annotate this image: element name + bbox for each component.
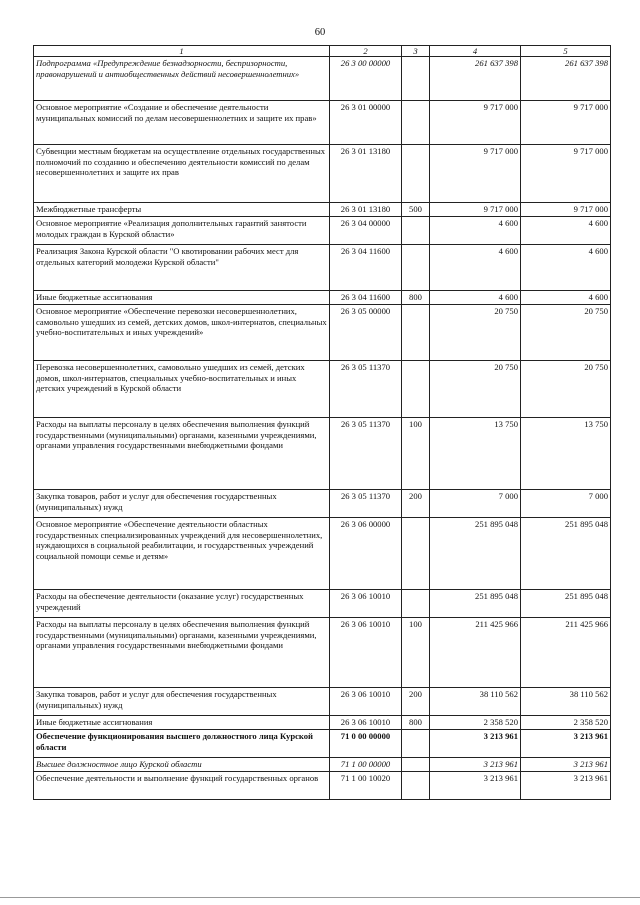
row-sum-2: 7 000 [521,490,611,518]
table-row [34,688,611,716]
row-name: Основное мероприятие «Обеспечение деятельности областных государственных специализированных учреждений для несовершеннолетних, нуждающихся в социальной реабилитации, и государственных учреждений социальной помощи семье и детям» [34,518,330,590]
row-sum-1: 9 717 000 [430,203,521,217]
row-expense-type [402,518,430,590]
row-sum-1: 3 213 961 [430,730,521,758]
column-header-name: 1 [34,46,330,57]
row-code: 26 3 04 11600 [330,245,402,291]
row-code: 26 3 06 10010 [330,590,402,618]
row-expense-type: 200 [402,688,430,716]
row-code: 26 3 05 11370 [330,418,402,490]
table-row [34,716,611,730]
row-sum-2: 38 110 562 [521,688,611,716]
row-expense-type [402,305,430,361]
table-row [34,305,611,361]
row-code: 26 3 01 13180 [330,203,402,217]
page-bottom-rule [0,897,640,898]
row-sum-1: 20 750 [430,305,521,361]
row-sum-1: 4 600 [430,245,521,291]
table-row [34,418,611,490]
column-header-code: 2 [330,46,402,57]
row-name: Обеспечение деятельности и выполнение функций государственных органов [34,772,330,800]
table-row [34,590,611,618]
table-row [34,57,611,101]
row-code: 26 3 01 13180 [330,145,402,203]
table-row [34,758,611,772]
row-sum-1: 7 000 [430,490,521,518]
table-row [34,490,611,518]
table-row [34,730,611,758]
row-sum-2: 211 425 966 [521,618,611,688]
row-name: Подпрограмма «Предупреждение безнадзорности, беспризорности, правонарушений и антиобщественных действий несовершеннолетних» [34,57,330,101]
row-sum-1: 211 425 966 [430,618,521,688]
row-sum-2: 20 750 [521,361,611,418]
row-sum-2: 261 637 398 [521,57,611,101]
column-number-row [34,46,611,57]
row-code: 26 3 04 00000 [330,217,402,245]
row-sum-2: 20 750 [521,305,611,361]
row-name: Перевозка несовершеннолетних, самовольно ушедших из семей, детских домов, школ-интернатов, специальных учебно-воспитательных и иных детских учреждений в Курской области [34,361,330,418]
row-expense-type: 100 [402,418,430,490]
row-name: Межбюджетные трансферты [34,203,330,217]
row-sum-1: 261 637 398 [430,57,521,101]
row-name: Расходы на обеспечение деятельности (оказание услуг) государственных учреждений [34,590,330,618]
row-expense-type [402,101,430,145]
row-expense-type [402,217,430,245]
row-sum-2: 3 213 961 [521,730,611,758]
table-row [34,203,611,217]
row-sum-2: 9 717 000 [521,101,611,145]
row-sum-2: 251 895 048 [521,518,611,590]
row-expense-type [402,145,430,203]
table-row [34,145,611,203]
row-sum-1: 251 895 048 [430,590,521,618]
row-code: 26 3 05 11370 [330,361,402,418]
row-expense-type: 800 [402,291,430,305]
row-code: 26 3 00 00000 [330,57,402,101]
row-sum-2: 9 717 000 [521,145,611,203]
row-sum-1: 38 110 562 [430,688,521,716]
column-header-expense-type: 3 [402,46,430,57]
row-name: Закупка товаров, работ и услуг для обеспечения государственных (муниципальных) нужд [34,490,330,518]
row-code: 26 3 04 11600 [330,291,402,305]
row-sum-1: 3 213 961 [430,772,521,800]
table-body [34,57,611,800]
row-expense-type: 800 [402,716,430,730]
row-sum-1: 4 600 [430,291,521,305]
row-sum-2: 3 213 961 [521,758,611,772]
row-code: 26 3 01 00000 [330,101,402,145]
table-row [34,245,611,291]
budget-table [33,45,611,800]
row-code: 71 1 00 00000 [330,758,402,772]
row-sum-2: 4 600 [521,217,611,245]
column-header-sum-2: 5 [521,46,611,57]
row-code: 71 1 00 10020 [330,772,402,800]
row-code: 26 3 06 10010 [330,618,402,688]
row-expense-type [402,758,430,772]
table-row [34,291,611,305]
row-code: 26 3 05 00000 [330,305,402,361]
table-row [34,518,611,590]
row-sum-1: 2 358 520 [430,716,521,730]
row-name: Иные бюджетные ассигнования [34,716,330,730]
row-sum-1: 13 750 [430,418,521,490]
row-code: 26 3 06 10010 [330,688,402,716]
row-sum-2: 13 750 [521,418,611,490]
row-sum-2: 4 600 [521,291,611,305]
row-name: Расходы на выплаты персоналу в целях обеспечения выполнения функций государственными (муниципальными) органами, казенными учреждениями, органами управления государственными внебюджетными фондами [34,418,330,490]
row-sum-1: 20 750 [430,361,521,418]
row-expense-type [402,245,430,291]
row-name: Закупка товаров, работ и услуг для обеспечения государственных (муниципальных) нужд [34,688,330,716]
row-name: Основное мероприятие «Обеспечение перевозки несовершеннолетних, самовольно ушедших из семей, детских домов, школ-интернатов, специальных учебно-воспитательных и иных учреждений» [34,305,330,361]
row-code: 71 0 00 00000 [330,730,402,758]
row-expense-type: 200 [402,490,430,518]
row-sum-2: 3 213 961 [521,772,611,800]
row-name: Субвенции местным бюджетам на осуществление отдельных государственных полномочий по созданию и обеспечению деятельности комиссий по делам несовершеннолетних и защите их прав [34,145,330,203]
table-row [34,618,611,688]
row-name: Высшее должностное лицо Курской области [34,758,330,772]
table-row [34,361,611,418]
row-sum-1: 3 213 961 [430,758,521,772]
row-code: 26 3 06 00000 [330,518,402,590]
row-expense-type: 100 [402,618,430,688]
row-sum-2: 251 895 048 [521,590,611,618]
row-sum-1: 4 600 [430,217,521,245]
row-sum-2: 9 717 000 [521,203,611,217]
row-expense-type [402,361,430,418]
page-number: 60 [314,27,326,38]
row-expense-type: 500 [402,203,430,217]
table-row [34,772,611,800]
row-sum-1: 251 895 048 [430,518,521,590]
table-row [34,101,611,145]
row-name: Основное мероприятие «Создание и обеспечение деятельности муниципальных комиссий по делам несовершеннолетних и защите их прав» [34,101,330,145]
row-name: Основное мероприятие «Реализация дополнительных гарантий занятости молодых граждан в Курской области» [34,217,330,245]
row-name: Иные бюджетные ассигнования [34,291,330,305]
row-sum-2: 4 600 [521,245,611,291]
row-sum-1: 9 717 000 [430,101,521,145]
row-expense-type [402,730,430,758]
column-header-sum-1: 4 [430,46,521,57]
row-code: 26 3 05 11370 [330,490,402,518]
row-name: Реализация Закона Курской области "О квотировании рабочих мест для отдельных категорий молодежи Курской области" [34,245,330,291]
row-sum-2: 2 358 520 [521,716,611,730]
row-name: Обеспечение функционирования высшего должностного лица Курской области [34,730,330,758]
row-expense-type [402,772,430,800]
table-row [34,217,611,245]
row-sum-1: 9 717 000 [430,145,521,203]
row-expense-type [402,57,430,101]
row-expense-type [402,590,430,618]
row-code: 26 3 06 10010 [330,716,402,730]
row-name: Расходы на выплаты персоналу в целях обеспечения выполнения функций государственными (муниципальными) органами, казенными учреждениями, органами управления государственными внебюджетными фондами [34,618,330,688]
